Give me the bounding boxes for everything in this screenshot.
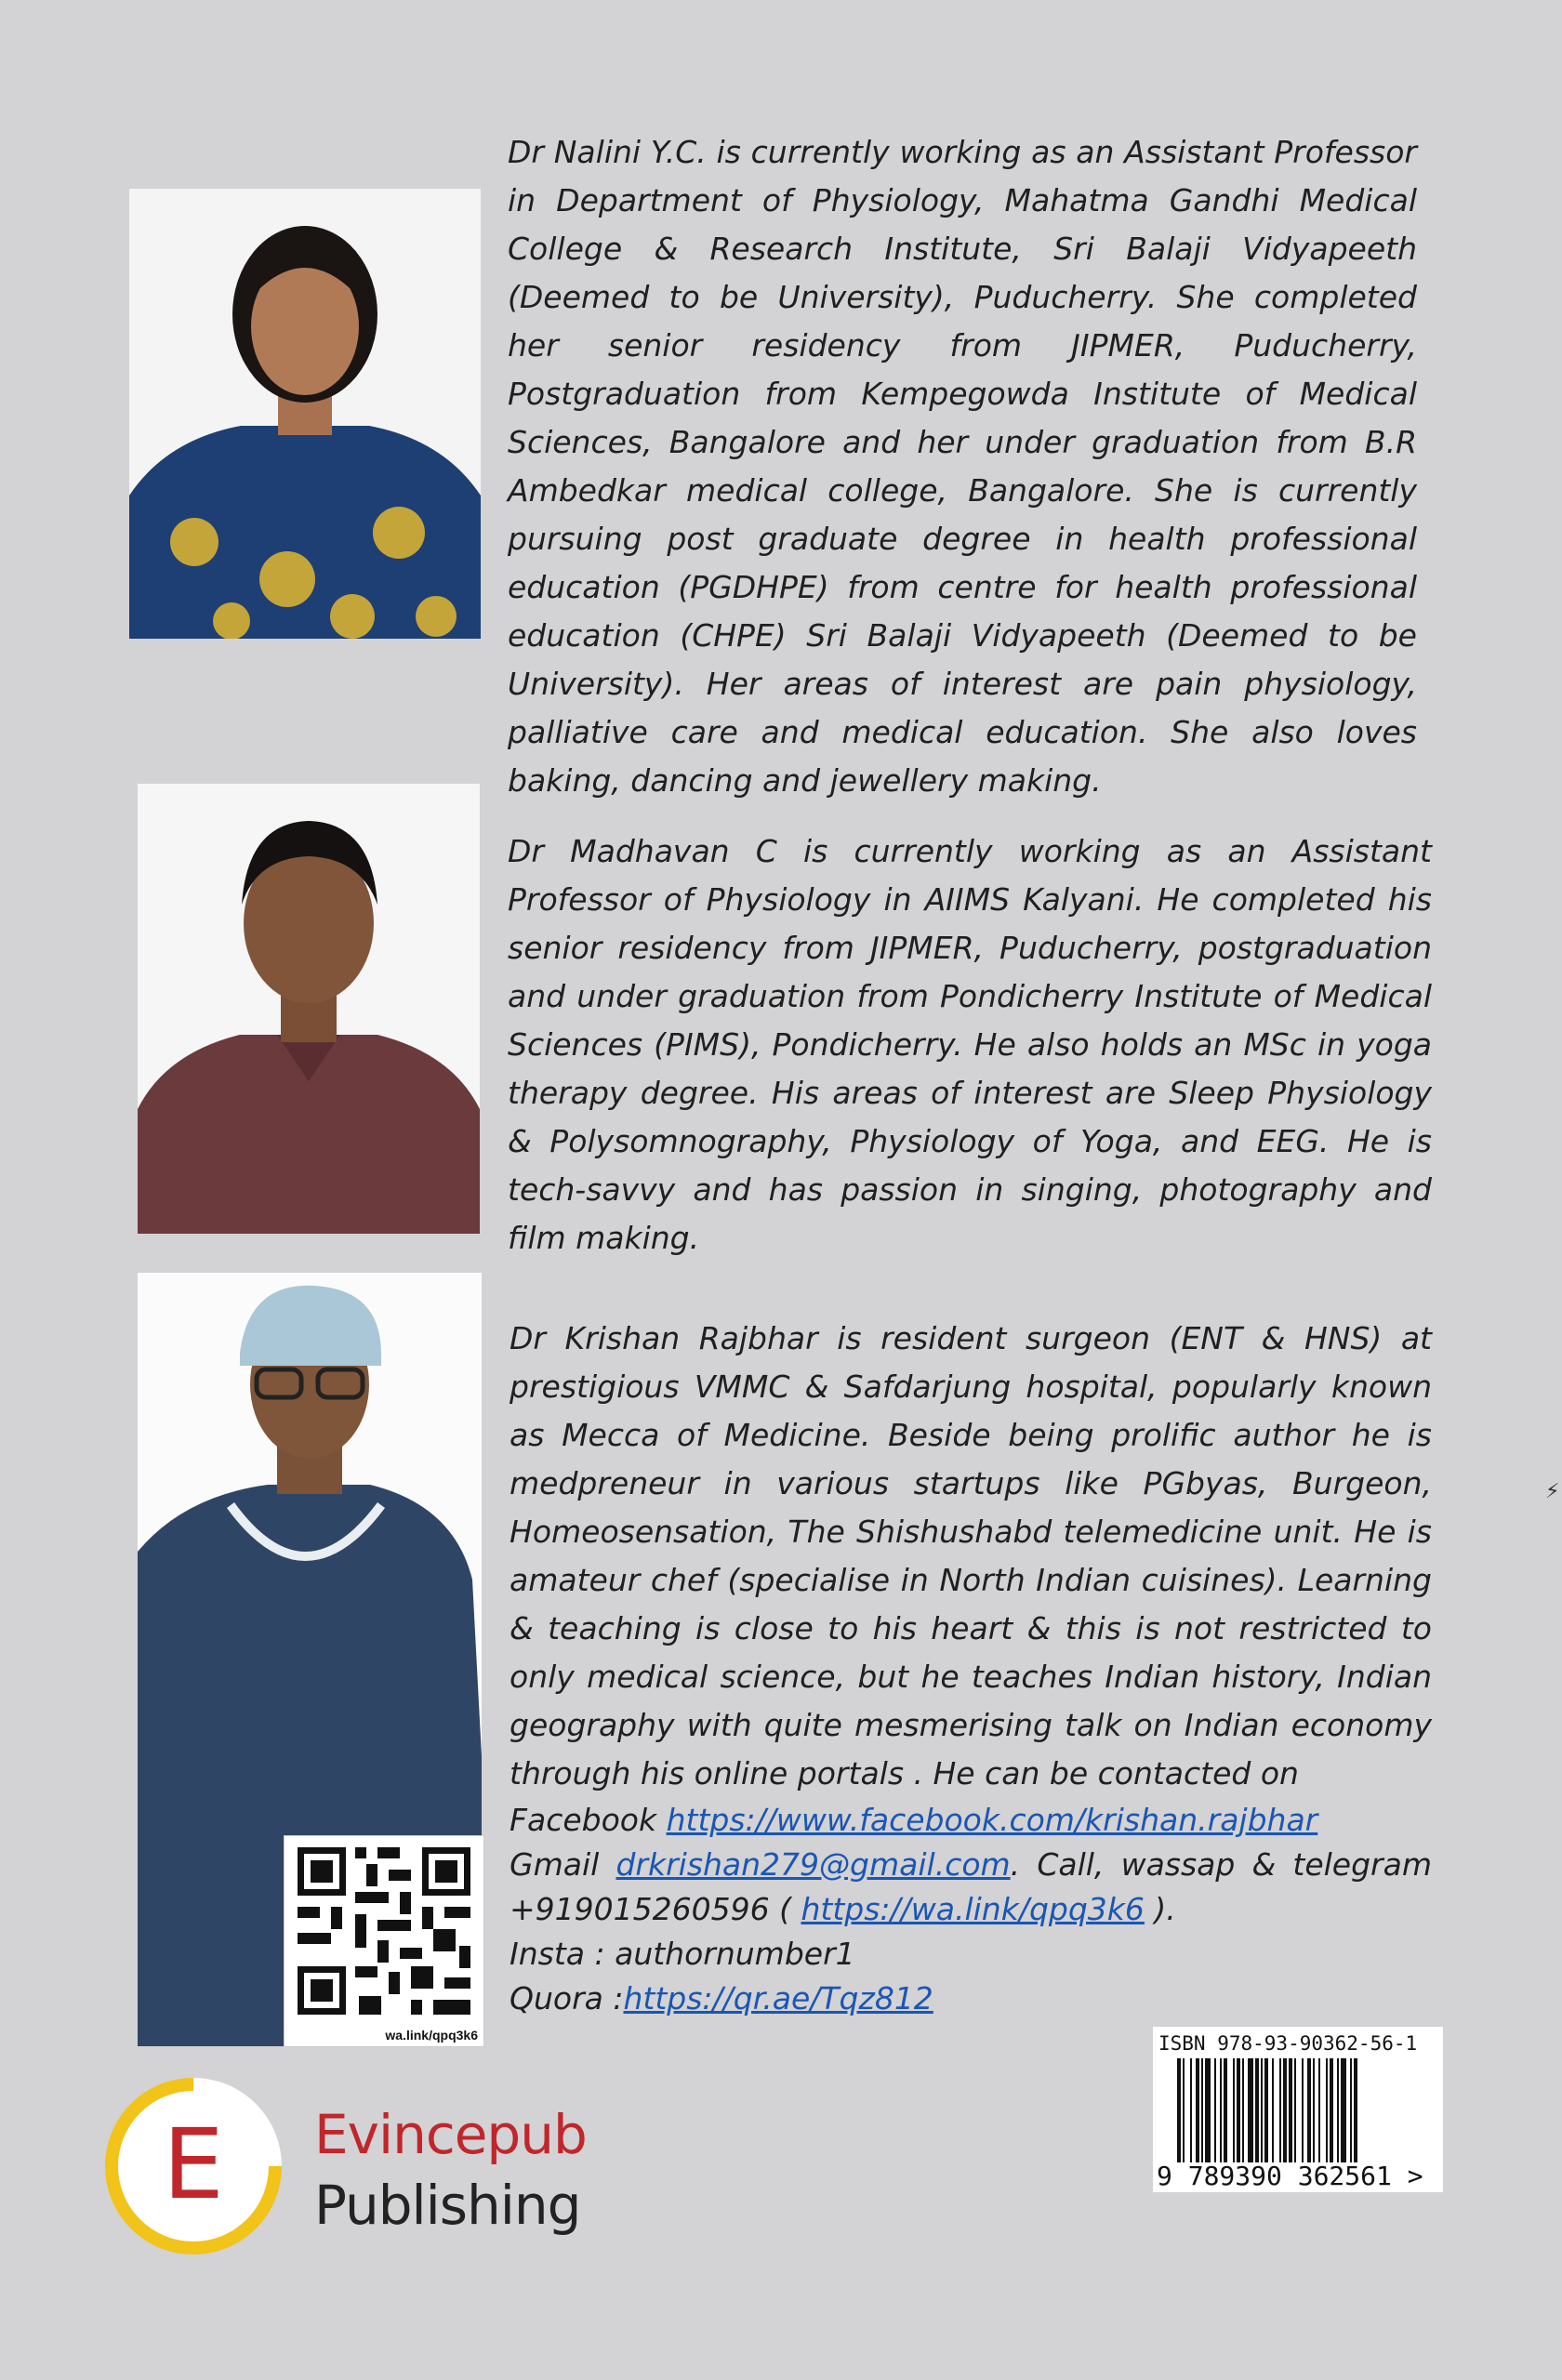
- phone-line: [510, 1887, 1432, 1932]
- qr-caption: wa.link/qpq3k6: [385, 2028, 478, 2043]
- wa-prefix: (: [769, 1891, 801, 1927]
- bio-text: Dr Nalini Y.C. is currently working as an Assistant Professor in Department of Physiology, Mahatma Gandhi Medical College & Research Institute, Sri Balaji Vidyapeeth (Deemed to be University), Puducherry. She completed her senior residency from JIPMER, Puducherry, Postgraduation from Kempegowda Institute of Medical Sciences, Bangalore and her under graduation from B.R Ambedkar medical college, Bangalore. She is currently pursuing post graduate degree in health professional education (PGDHPE) from centre for health professional education (CHPE) Sri Balaji Vidyapeeth (Deemed to be University). Her areas of interest are pain physiology, palliative care and medical education. She also loves baking, dancing and jewellery making.: [508, 134, 1417, 799]
- portrait-man-image: [138, 784, 480, 1234]
- logo-letter: E: [163, 2108, 224, 2221]
- isbn-barcode: [1153, 2027, 1443, 2192]
- barcode-bar: [1237, 2058, 1240, 2162]
- barcode-bar: [1350, 2058, 1352, 2162]
- margin-cursor-icon: ⚡: [1545, 1480, 1560, 1503]
- barcode-bar: [1341, 2058, 1346, 2162]
- barcode-bar: [1205, 2058, 1211, 2162]
- bio-text: Dr Krishan Rajbhar is resident surgeon (ENT & HNS) at prestigious VMMC & Safdarjung hospital, popularly known as Mecca of Medicine. Beside being prolific author he is medpreneur in various startups like PGbyas, Burgeon, Homeosensation, The Shishushabd telemedicine unit. He is amateur chef (specialise in North Indian cuisines). Learning & teaching is close to his heart & this is not restricted to only medical science, but he teaches Indian history, Indian geography with quite mesmerising talk on Indian economy through his online portals . He can be contacted on: [510, 1320, 1432, 1792]
- barcode-bar: [1183, 2058, 1185, 2162]
- qr-code-image: [285, 1836, 483, 2022]
- barcode-bar: [1289, 2058, 1292, 2162]
- barcode-bar: [1261, 2058, 1263, 2162]
- barcode-bar: [1255, 2058, 1259, 2162]
- phone-number: +919015260596: [510, 1891, 770, 1927]
- barcode-bar: [1318, 2058, 1320, 2162]
- author-bio-krishan: [510, 1315, 1432, 1798]
- qr-code[interactable]: [284, 1835, 484, 2047]
- gmail-link[interactable]: drkrishan279@gmail.com: [616, 1846, 1011, 1883]
- portrait-woman-image: [129, 189, 481, 639]
- call-text: . Call, wassap & telegram: [1010, 1846, 1432, 1883]
- wa-suffix: ).: [1144, 1891, 1176, 1927]
- barcode-bar: [1307, 2058, 1311, 2162]
- quora-link[interactable]: https://qr.ae/Tqz812: [623, 1980, 933, 2016]
- facebook-label: Facebook: [510, 1802, 657, 1838]
- publisher-logo: [100, 2073, 587, 2259]
- barcode-bar: [1330, 2058, 1333, 2162]
- isbn-digits: 9 789390 362561 >: [1157, 2161, 1423, 2191]
- barcode-bar: [1190, 2058, 1192, 2162]
- barcode-bar: [1283, 2058, 1287, 2162]
- barcode-bar: [1214, 2058, 1216, 2162]
- barcode-bar: [1313, 2058, 1315, 2162]
- author-bio-nalini: [508, 128, 1417, 805]
- barcode-bar: [1302, 2058, 1304, 2162]
- bio-text: Dr Madhavan C is currently working as an Assistant Professor of Physiology in AIIMS Kalyani. He completed his senior residency from JIPMER, Puducherry, postgraduation and under graduation from Pondicherry Institute of Medical Sciences (PIMS), Pondicherry. He also holds an MSc in yoga therapy degree. His areas of interest are Sleep Physiology & Polysomnography, Physiology of Yoga, and EEG. He is tech-savvy and has passion in singing, photography and film making.: [508, 833, 1432, 1256]
- barcode-bar: [1224, 2058, 1227, 2162]
- barcode-bar: [1279, 2058, 1281, 2162]
- insta-line: Insta : authornumber1: [510, 1936, 855, 1972]
- facebook-link[interactable]: https://www.facebook.com/krishan.rajbhar: [666, 1802, 1318, 1838]
- barcode-bar: [1233, 2058, 1235, 2162]
- barcode-bar: [1196, 2058, 1199, 2162]
- facebook-line: [510, 1798, 1432, 1843]
- author-bio-madhavan: [508, 827, 1432, 1263]
- gmail-line: [510, 1843, 1432, 1887]
- author-photo-nalini: [129, 189, 481, 639]
- barcode-bar: [1177, 2058, 1181, 2162]
- isbn-label: ISBN 978-93-90362-56-1: [1158, 2032, 1418, 2055]
- logo-mark-icon: [100, 2073, 286, 2259]
- gmail-label: Gmail: [510, 1846, 600, 1883]
- barcode-bar: [1264, 2058, 1268, 2162]
- barcode-bar: [1326, 2058, 1328, 2162]
- author-photo-madhavan: [138, 784, 480, 1234]
- barcode-bar: [1242, 2058, 1244, 2162]
- barcode-bar: [1201, 2058, 1203, 2162]
- barcode-bar: [1294, 2058, 1296, 2162]
- barcode-bar: [1248, 2058, 1253, 2162]
- barcode-bar: [1272, 2058, 1274, 2162]
- barcode-bar: [1220, 2058, 1222, 2162]
- contact-block: [510, 1798, 1432, 2021]
- barcode-image: [1177, 2058, 1419, 2162]
- publisher-subtitle: Publishing: [314, 2174, 581, 2237]
- barcode-bar: [1354, 2058, 1357, 2162]
- quora-label: Quora :: [510, 1980, 624, 2016]
- whatsapp-link[interactable]: https://wa.link/qpq3k6: [801, 1891, 1145, 1927]
- quora-line: [510, 1977, 1432, 2021]
- barcode-bar: [1337, 2058, 1339, 2162]
- publisher-name: Evincepub: [314, 2103, 587, 2166]
